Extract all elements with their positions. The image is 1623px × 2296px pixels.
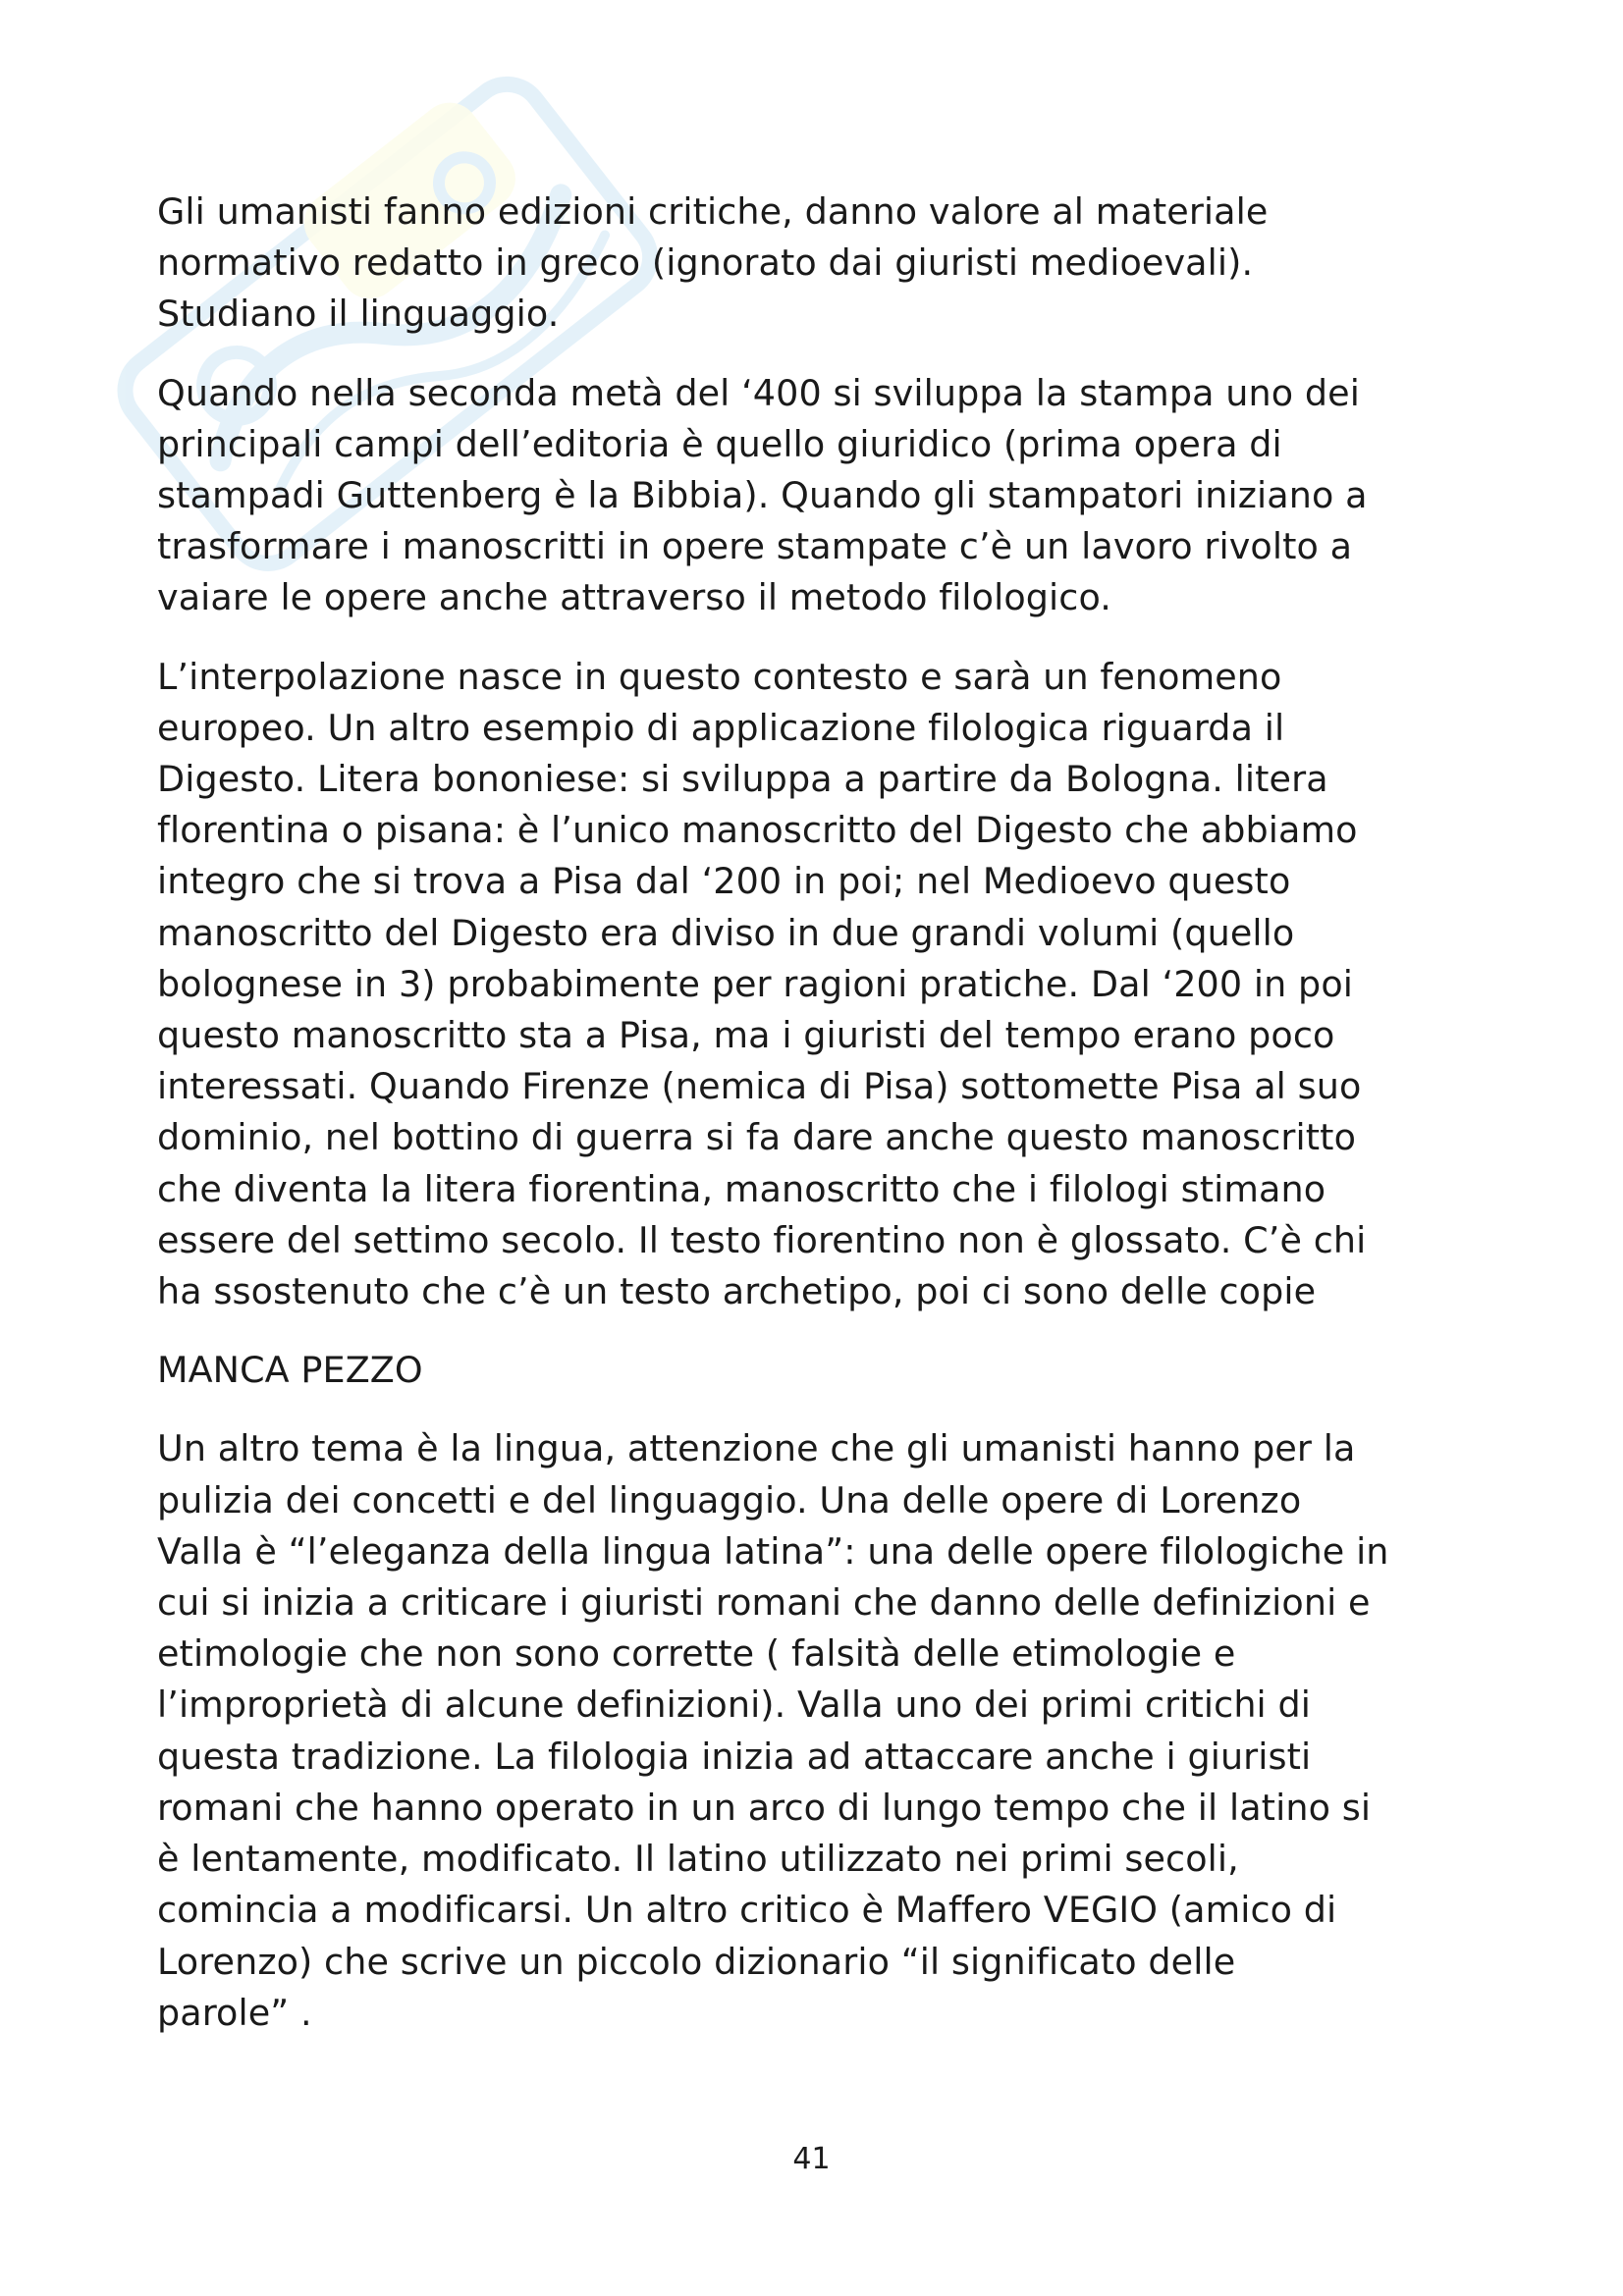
text-line: etimologie che non sono corrette ( falsità delle etimologie e bbox=[157, 1632, 1236, 1676]
text-line: cui si inizia a criticare i giuristi romani che danno delle definizioni e bbox=[157, 1581, 1371, 1625]
text-line: stampadi Guttenberg è la Bibbia). Quando gli stampatori iniziano a bbox=[157, 474, 1368, 517]
text-line: Studiano il linguaggio. bbox=[157, 293, 560, 336]
text-line: questo manoscritto sta a Pisa, ma i giuristi del tempo erano poco bbox=[157, 1014, 1335, 1057]
text-line: Un altro tema è la lingua, attenzione che gli umanisti hanno per la bbox=[157, 1427, 1356, 1470]
text-line: Valla è “l’eleganza della lingua latina”: una delle opere filologiche in bbox=[157, 1529, 1389, 1573]
text-line: Quando nella seconda metà del ‘400 si sviluppa la stampa uno dei bbox=[157, 371, 1360, 414]
page-number: 41 bbox=[792, 2142, 831, 2176]
text-line: Gli umanisti fanno edizioni critiche, danno valore al materiale bbox=[157, 190, 1269, 233]
text-line: essere del settimo secolo. Il testo fiorentino non è glossato. C’è chi bbox=[157, 1218, 1367, 1261]
text-line: ha ssostenuto che c’è un testo archetipo, poi ci sono delle copie bbox=[157, 1270, 1317, 1313]
text-line: integro che si trova a Pisa dal ‘200 in poi; nel Medioevo questo bbox=[157, 860, 1291, 903]
text-line: Lorenzo) che scrive un piccolo dizionario “il significato delle bbox=[157, 1940, 1236, 1983]
text-line: Digesto. Litera bononiese: si sviluppa a partire da Bologna. litera bbox=[157, 758, 1328, 801]
text-line: che diventa la litera fiorentina, manoscritto che i filologi stimano bbox=[157, 1167, 1326, 1210]
paragraph-interpolazione bbox=[157, 652, 1492, 1318]
text-line: dominio, nel bottino di guerra si fa dare anche questo manoscritto bbox=[157, 1116, 1357, 1159]
text-line: L’interpolazione nasce in questo contesto e sarà un fenomeno bbox=[157, 655, 1282, 698]
text-line: parole” . bbox=[157, 1991, 312, 2034]
text-line: trasformare i manoscritti in opere stampate c’è un lavoro rivolto a bbox=[157, 525, 1353, 568]
text-line: vaiare le opere anche attraverso il metodo filologico. bbox=[157, 576, 1111, 619]
text-line: è lentamente, modificato. Il latino utilizzato nei primi secoli, bbox=[157, 1838, 1239, 1881]
text-line: pulizia dei concetti e del linguaggio. Una delle opere di Lorenzo bbox=[157, 1478, 1302, 1522]
paragraph-umanisti bbox=[157, 187, 1492, 341]
text-line: normativo redatto in greco (ignorato dai giuristi medioevali). bbox=[157, 241, 1254, 285]
text-line: interessati. Quando Firenze (nemica di Pisa) sottomette Pisa al suo bbox=[157, 1065, 1362, 1108]
text-line: manoscritto del Digesto era diviso in due grandi volumi (quello bbox=[157, 911, 1295, 954]
text-line: comincia a modificarsi. Un altro critico è Maffero VEGIO (amico di bbox=[157, 1889, 1337, 1932]
text-line: romani che hanno operato in un arco di lungo tempo che il latino si bbox=[157, 1786, 1372, 1829]
text-line: bolognese in 3) probabimente per ragioni pratiche. Dal ‘200 in poi bbox=[157, 962, 1353, 1005]
text-line: l’improprietà di alcune definizioni). Valla uno dei primi critichi di bbox=[157, 1683, 1312, 1727]
text-line: florentina o pisana: è l’unico manoscritto del Digesto che abbiamo bbox=[157, 809, 1358, 852]
paragraph-stampa bbox=[157, 368, 1492, 624]
document-body bbox=[157, 187, 1492, 2066]
text-line: principali campi dell’editoria è quello giuridico (prima opera di bbox=[157, 422, 1282, 465]
text-line: questa tradizione. La filologia inizia ad attaccare anche i giuristi bbox=[157, 1735, 1312, 1778]
paragraph-lingua bbox=[157, 1423, 1492, 2038]
text-line: MANCA PEZZO bbox=[157, 1349, 423, 1392]
text-line: europeo. Un altro esempio di applicazione filologica riguarda il bbox=[157, 706, 1285, 749]
paragraph-manca-pezzo bbox=[157, 1345, 1492, 1396]
